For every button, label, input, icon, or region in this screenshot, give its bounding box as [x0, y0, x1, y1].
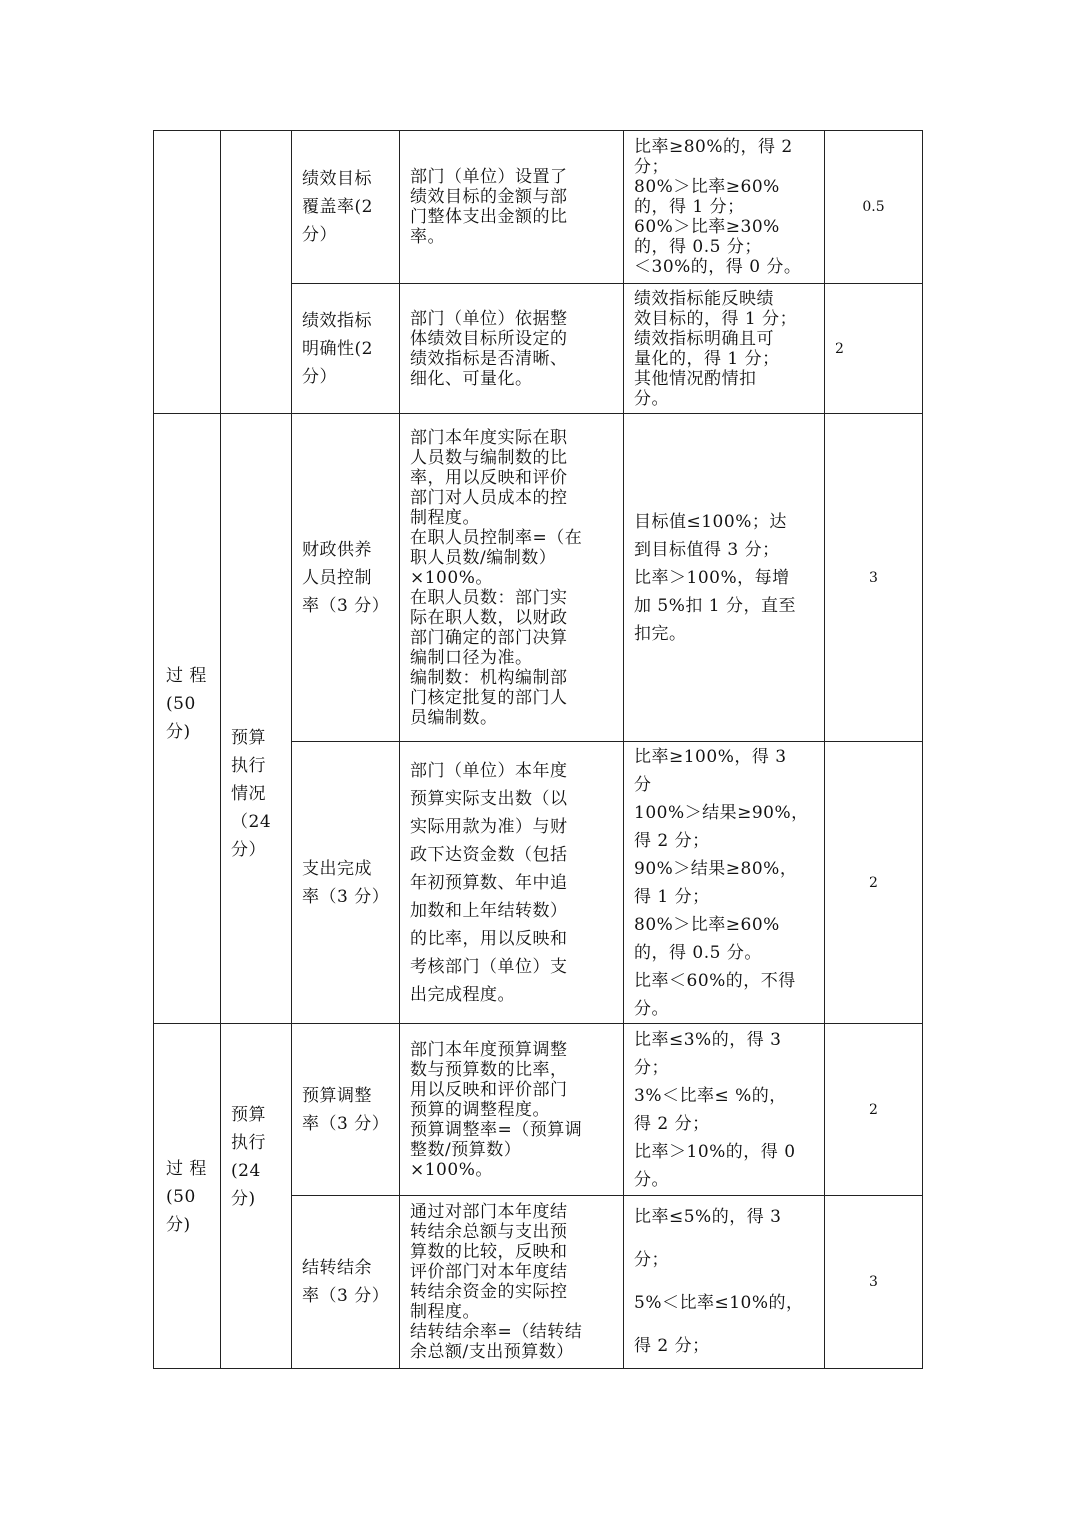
- criteria-cell: 比率≤5%的，得 3 分； 5%＜比率≤10%的， 得 2 分；: [624, 1196, 825, 1369]
- description-cell: 通过对部门本年度结 转结余总额与支出预 算数的比较，反映和 评价部门对本年度结 转结余资金的实际控 制程度。 结转结余率=（结转结 余总额/支出预算数）: [400, 1196, 624, 1369]
- table-row: [154, 414, 923, 742]
- score-cell: 2: [825, 742, 923, 1024]
- score-cell: 0.5: [825, 131, 923, 284]
- description-cell: 部门本年度实际在职 人员数与编制数的比 率，用以反映和评价 部门对人员成本的控 制程度。 在职人员控制率=（在 职人员数/编制数） ×100%。 在职人员数：部门实 际在职人数，以财政 部门确定的部门决算 编制口径为准。 编制数：机构编制部 门核定批复的部门人 员编制数。: [400, 414, 624, 742]
- level1-cell: 过 程 (50 分): [154, 414, 221, 1024]
- criteria-cell: 绩效指标能反映绩 效目标的，得 1 分； 绩效指标明确且可 量化的，得 1 分； 其他情况酌情扣 分。: [624, 284, 825, 414]
- description-cell: 部门本年度预算调整 数与预算数的比率， 用以反映和评价部门 预算的调整程度。 预算调整率=（预算调 整数/预算数） ×100%。: [400, 1024, 624, 1196]
- indicator-cell: 绩效目标 覆盖率(2 分）: [292, 131, 400, 284]
- level1-cell-empty: [154, 131, 221, 414]
- criteria-cell: 比率≥80%的，得 2 分； 80%＞比率≥60% 的，得 1 分； 60%＞比率≥30% 的，得 0.5 分； ＜30%的，得 0 分。: [624, 131, 825, 284]
- level2-cell: 预算 执行 情况 （24 分）: [221, 414, 292, 1024]
- description-cell: 部门（单位）本年度 预算实际支出数（以 实际用款为准）与财 政下达资金数（包括 年初预算数、年中追 加数和上年结转数） 的比率，用以反映和 考核部门（单位）支 出完成程度。: [400, 742, 624, 1024]
- level2-cell-empty: [221, 131, 292, 414]
- indicator-cell: 支出完成 率（3 分）: [292, 742, 400, 1024]
- score-cell: 3: [825, 414, 923, 742]
- table-row: [154, 1024, 923, 1196]
- performance-evaluation-table: [153, 130, 923, 1369]
- score-cell: 2: [825, 284, 923, 414]
- level1-cell: 过 程 (50 分): [154, 1024, 221, 1369]
- criteria-cell: 比率≤3%的，得 3 分； 3%＜比率≤ %的， 得 2 分； 比率＞10%的，得 0 分。: [624, 1024, 825, 1196]
- indicator-cell: 绩效指标 明确性(2 分）: [292, 284, 400, 414]
- level2-cell: 预算 执行 (24 分): [221, 1024, 292, 1369]
- score-cell: 2: [825, 1024, 923, 1196]
- indicator-cell: 结转结余 率（3 分）: [292, 1196, 400, 1369]
- description-cell: 部门（单位）依据整 体绩效目标所设定的 绩效指标是否清晰、 细化、可量化。: [400, 284, 624, 414]
- indicator-cell: 预算调整 率（3 分）: [292, 1024, 400, 1196]
- table-row: [154, 131, 923, 284]
- indicator-cell: 财政供养 人员控制 率（3 分）: [292, 414, 400, 742]
- description-cell: 部门（单位）设置了 绩效目标的金额与部 门整体支出金额的比 率。: [400, 131, 624, 284]
- criteria-cell: 目标值≤100%；达 到目标值得 3 分； 比率＞100%，每增 加 5%扣 1 分，直至 扣完。: [624, 414, 825, 742]
- score-cell: 3: [825, 1196, 923, 1369]
- criteria-cell: 比率≥100%，得 3 分 100%＞结果≥90%， 得 2 分； 90%＞结果≥80%， 得 1 分； 80%＞比率≥60% 的，得 0.5 分。 比率＜60%的，不得 分。: [624, 742, 825, 1024]
